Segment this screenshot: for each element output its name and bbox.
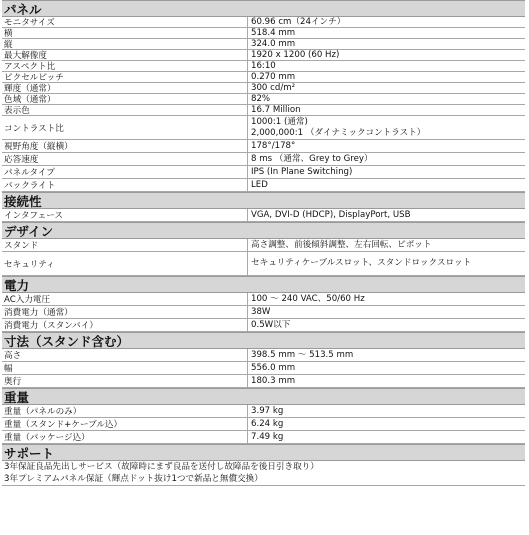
row-value — [248, 209, 525, 221]
row-value-text: 38W — [251, 306, 271, 317]
row-label: 輝度（通常） — [2, 83, 248, 93]
row-value-text: 178°/178° — [251, 140, 296, 151]
row-value — [248, 105, 525, 115]
row-label: 消費電力（スタンバイ） — [2, 319, 248, 331]
row-label: 視野角度（縦横） — [2, 140, 248, 152]
row-value — [248, 50, 525, 60]
row-value — [248, 61, 525, 71]
section-header-support: サポート — [2, 444, 525, 461]
row-value — [248, 83, 525, 93]
row-value — [248, 153, 525, 165]
row-value-text: 518.4 mm — [251, 27, 296, 38]
row-label: 高さ — [2, 349, 248, 361]
row-value — [248, 431, 525, 443]
row-value-text: 180.3 mm — [251, 375, 296, 386]
table-row — [2, 28, 525, 39]
row-label: 重量（パッケージ込） — [2, 431, 248, 443]
row-value — [248, 349, 525, 361]
row-value — [248, 28, 525, 38]
table-row — [2, 405, 525, 418]
row-value — [248, 39, 525, 49]
table-row — [2, 431, 525, 444]
row-value-text: 6.24 kg — [251, 418, 284, 429]
table-row — [2, 319, 525, 332]
row-value-text: 0.270 mm — [251, 71, 296, 82]
row-label: 色域（通常） — [2, 94, 248, 104]
support-line: 3年保証良品先出しサービス（故障時にまず良品を送付し故障品を後日引き取り） — [4, 462, 319, 472]
section-header-power: 電力 — [2, 276, 525, 293]
row-label: 横 — [2, 28, 248, 38]
row-value-text: 2,000,000:1 （ダイナミックコントラスト） — [251, 127, 426, 138]
table-row — [2, 306, 525, 319]
row-label: 奥行 — [2, 375, 248, 387]
table-row — [2, 17, 525, 28]
table-row — [2, 293, 525, 306]
row-value-text: 556.0 mm — [251, 362, 296, 373]
row-value — [248, 293, 525, 305]
table-row — [2, 105, 525, 116]
row-label: アスペクト比 — [2, 61, 248, 71]
section-header-connectivity: 接続性 — [2, 192, 525, 209]
row-label: 重量（パネルのみ） — [2, 405, 248, 417]
row-value — [248, 179, 525, 191]
row-value-text: IPS (In Plane Switching) — [251, 166, 353, 177]
table-row — [2, 252, 525, 276]
row-value-text: 398.5 mm ～ 513.5 mm — [251, 349, 354, 360]
table-row — [2, 116, 525, 140]
row-label: スタンド — [2, 239, 248, 251]
row-label: ピクセルピッチ — [2, 72, 248, 82]
table-row — [2, 39, 525, 50]
section-header-design: デザイン — [2, 222, 525, 239]
row-label: 消費電力（通常） — [2, 306, 248, 318]
row-label: 重量（スタンド+ケーブル込） — [2, 418, 248, 430]
row-label: 表示色 — [2, 105, 248, 115]
row-value — [248, 94, 525, 104]
table-row — [2, 50, 525, 61]
row-value — [248, 405, 525, 417]
table-row — [2, 362, 525, 375]
row-label: 縦 — [2, 39, 248, 49]
row-label: 応答速度 — [2, 153, 248, 165]
row-value-text: 7.49 kg — [251, 431, 284, 442]
row-value-text: LED — [251, 179, 268, 190]
table-row — [2, 418, 525, 431]
row-label: バックライト — [2, 179, 248, 191]
row-label: 最大解像度 — [2, 50, 248, 60]
row-label: AC入力電圧 — [2, 293, 248, 305]
support-line: 3年プレミアムパネル保証（輝点ドット抜け1つで新品と無償交換） — [4, 474, 263, 484]
row-value — [248, 239, 525, 251]
row-value-text: 100 ～ 240 VAC、50/60 Hz — [251, 293, 365, 304]
table-row — [2, 375, 525, 388]
row-value — [248, 306, 525, 318]
row-value-text: 16:10 — [251, 60, 276, 71]
table-row — [2, 153, 525, 166]
row-value-text: 60.96 cm（24インチ） — [251, 16, 346, 27]
row-value-text: 82% — [251, 93, 271, 104]
row-value — [248, 375, 525, 387]
row-value-text: 0.5W以下 — [251, 319, 291, 330]
row-value-text: セキュリティケーブルスロット、スタンドロックスロット — [251, 258, 472, 268]
table-row — [2, 83, 525, 94]
row-value-text: 1920 x 1200 (60 Hz) — [251, 49, 340, 60]
table-row — [2, 94, 525, 105]
table-row — [2, 61, 525, 72]
row-value-text: 300 cd/m² — [251, 82, 296, 93]
row-value — [248, 17, 525, 27]
row-value-text: 1000:1 (通常) — [251, 116, 308, 127]
row-label: インタフェース — [2, 209, 248, 221]
table-row — [2, 239, 525, 252]
divider — [2, 485, 525, 486]
table-row — [2, 179, 525, 192]
row-label: 幅 — [2, 362, 248, 374]
row-label: セキュリティ — [2, 252, 248, 275]
row-value — [248, 252, 525, 275]
table-row — [2, 140, 525, 153]
row-label: コントラスト比 — [2, 116, 248, 139]
row-value-text: 324.0 mm — [251, 38, 296, 49]
row-value — [248, 166, 525, 178]
row-value-text: 8 ms （通常、Grey to Grey） — [251, 153, 373, 164]
row-value — [248, 140, 525, 152]
table-row — [2, 166, 525, 179]
row-value-text: 3.97 kg — [251, 405, 284, 416]
table-row — [2, 349, 525, 362]
row-value-text: VGA, DVI-D (HDCP), DisplayPort, USB — [251, 209, 411, 220]
row-value-text: 高さ調整、前後傾斜調整、左右回転、ピボット — [251, 239, 432, 250]
table-row — [2, 72, 525, 83]
row-value — [248, 362, 525, 374]
spec-sheet — [2, 0, 525, 486]
row-value — [248, 319, 525, 331]
section-header-panel: パネル — [2, 0, 525, 17]
section-header-dimensions: 寸法（スタンド含む） — [2, 332, 525, 349]
row-label: パネルタイプ — [2, 166, 248, 178]
row-value — [248, 116, 525, 139]
section-header-weight: 重量 — [2, 388, 525, 405]
row-value — [248, 418, 525, 430]
table-row — [2, 209, 525, 222]
row-value-text: 16.7 Million — [251, 104, 301, 115]
row-label: モニタサイズ — [2, 17, 248, 27]
row-value — [248, 72, 525, 82]
